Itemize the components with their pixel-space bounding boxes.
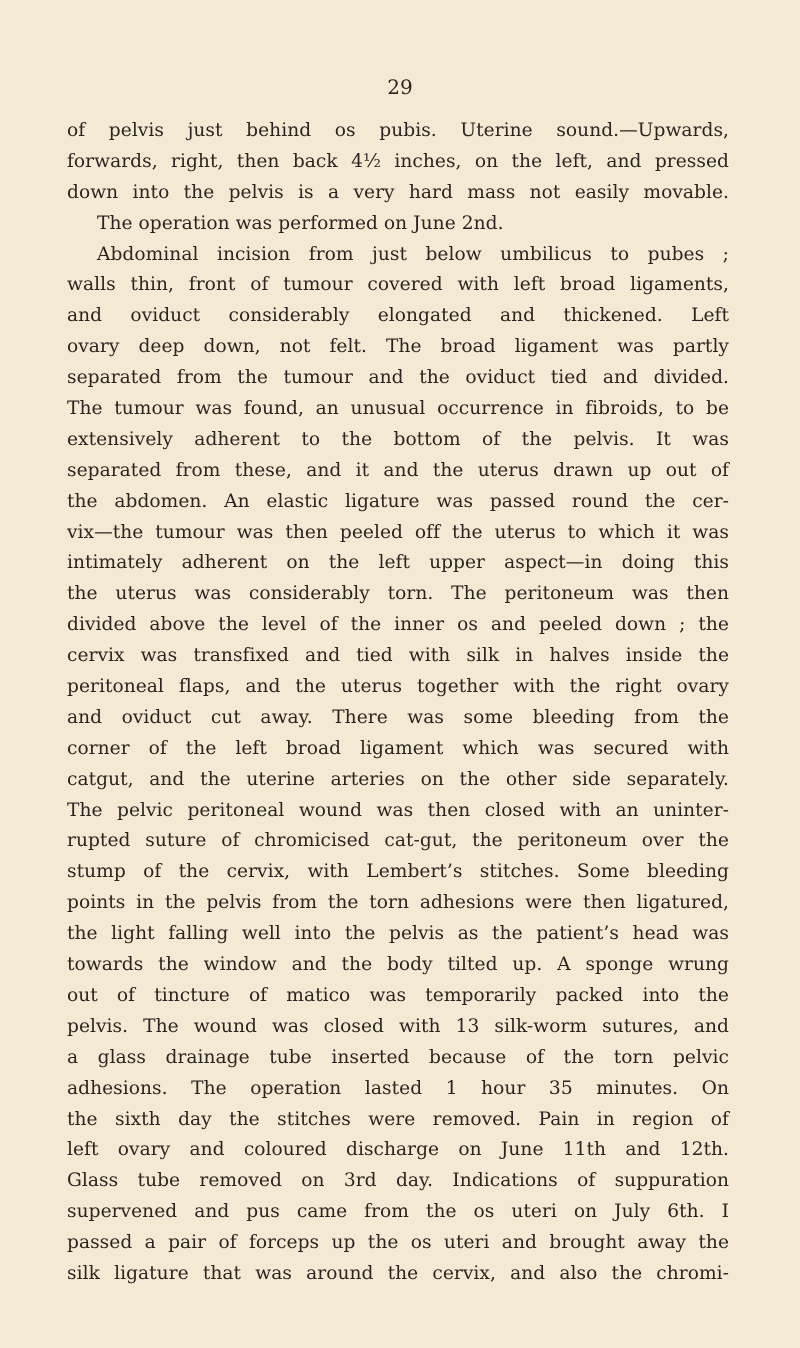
text-line: separated from the tumour and the oviduct tied and divided. bbox=[67, 367, 729, 389]
text-line: divided above the level of the inner os and peeled down ; the bbox=[67, 614, 729, 636]
text-line: The pelvic peritoneal wound was then closed with an uninter- bbox=[67, 799, 729, 821]
text-line: of pelvis just behind os pubis. Uterine sound.—Upwards, bbox=[67, 120, 729, 141]
text-line: peritoneal flaps, and the uterus together with the right ovary bbox=[67, 676, 729, 698]
text-line: intimately adherent on the left upper aspect—in doing this bbox=[67, 552, 729, 574]
text-line: catgut, and the uterine arteries on the other side separately. bbox=[67, 768, 729, 790]
text-line: supervened and pus came from the os uteri on July 6th. I bbox=[67, 1201, 729, 1223]
text-line: adhesions. The operation lasted 1 hour 35 minutes. On bbox=[67, 1077, 729, 1099]
text-line: passed a pair of forceps up the os uteri and brought away the bbox=[67, 1232, 729, 1254]
text-line: towards the window and the body tilted up. A sponge wrung bbox=[67, 954, 729, 976]
text-line: corner of the left broad ligament which was secured with bbox=[67, 737, 729, 759]
text-line: the uterus was considerably torn. The peritoneum was then bbox=[67, 583, 729, 605]
text-line: Abdominal incision from just below umbilicus to pubes ; bbox=[97, 243, 729, 265]
text-line: the sixth day the stitches were removed. Pain in region of bbox=[67, 1108, 729, 1130]
text-line: left ovary and coloured discharge on June 11th and 12th. bbox=[67, 1139, 729, 1161]
text-line: vix—the tumour was then peeled off the uterus to which it was bbox=[67, 521, 729, 543]
page-number: 29 bbox=[387, 75, 413, 99]
text-line: down into the pelvis is a very hard mass not easily movable. bbox=[67, 181, 729, 203]
text-line: forwards, right, then back 4½ inches, on the left, and pressed bbox=[67, 150, 729, 172]
text-line: rupted suture of chromicised cat-gut, the peritoneum over the bbox=[67, 830, 729, 852]
text-line: walls thin, front of tumour covered with left broad ligaments, bbox=[67, 274, 729, 296]
text-line: ovary deep down, not felt. The broad ligament was partly bbox=[67, 336, 729, 358]
text-line: pelvis. The wound was closed with 13 silk-worm sutures, and bbox=[67, 1015, 729, 1037]
text-line: separated from these, and it and the uterus drawn up out of bbox=[67, 459, 729, 481]
body-text bbox=[67, 116, 729, 1290]
text-line: silk ligature that was around the cervix, and also the chromi- bbox=[67, 1262, 729, 1284]
text-line: and oviduct cut away. There was some bleeding from the bbox=[67, 706, 729, 728]
text-line: cervix was transfixed and tied with silk in halves inside the bbox=[67, 645, 729, 667]
text-line: a glass drainage tube inserted because of the torn pelvic bbox=[67, 1046, 729, 1068]
text-line: the abdomen. An elastic ligature was passed round the cer- bbox=[67, 490, 729, 512]
text-line: out of tincture of matico was temporarily packed into the bbox=[67, 984, 729, 1006]
text-line: the light falling well into the pelvis as the patient’s head was bbox=[67, 923, 729, 945]
text-line: The operation was performed on June 2nd. bbox=[97, 212, 504, 234]
text-line: points in the pelvis from the torn adhesions were then ligatured, bbox=[67, 892, 729, 914]
text-line: stump of the cervix, with Lembert’s stitches. Some bleeding bbox=[67, 861, 729, 883]
text-line: and oviduct considerably elongated and thickened. Left bbox=[67, 305, 729, 327]
text-line: The tumour was found, an unusual occurrence in fibroids, to be bbox=[67, 398, 729, 420]
text-line: Glass tube removed on 3rd day. Indications of suppuration bbox=[67, 1170, 729, 1192]
text-line: extensively adherent to the bottom of the pelvis. It was bbox=[67, 428, 729, 450]
